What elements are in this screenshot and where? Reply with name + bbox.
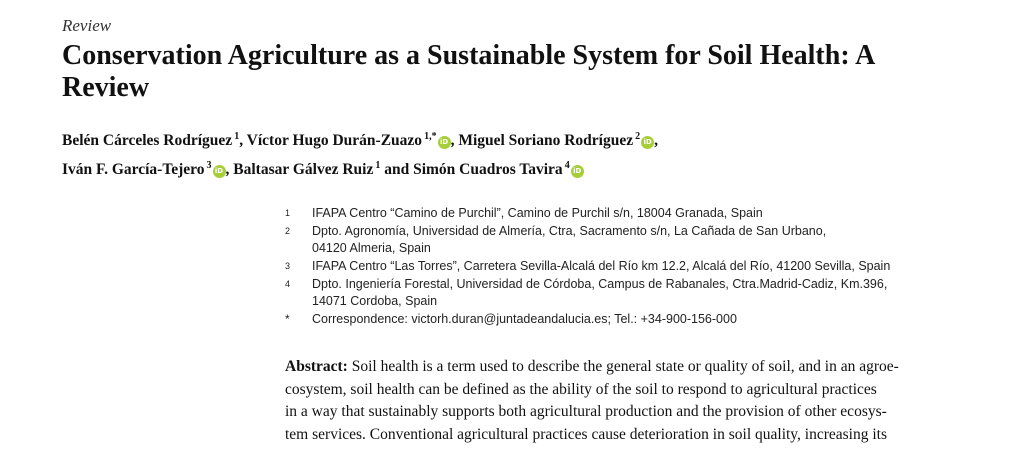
orcid-icon[interactable]: iD — [213, 165, 226, 178]
affiliation-text — [312, 276, 975, 310]
author-list — [62, 124, 962, 182]
author-separator: , — [225, 161, 234, 178]
affiliation-line: IFAPA Centro “Las Torres”, Carretera Sevilla-Alcalá del Río km 12.2, Alcalá del Río, 41200 Sevilla, Spain — [312, 259, 891, 273]
author-name: Baltasar Gálvez Ruiz — [233, 161, 374, 178]
author-affil-ref: 2 — [635, 131, 641, 142]
author-separator: , — [450, 132, 459, 149]
author-name: Miguel Soriano Rodríguez — [458, 132, 634, 149]
abstract-line: cosystem, soil health can be defined as the ability of the soil to respond to agricultural practices — [285, 380, 877, 398]
affiliation-item — [285, 223, 975, 257]
orcid-icon[interactable]: iD — [641, 136, 654, 149]
affiliation-item — [285, 258, 975, 275]
abstract-line: tem services. Conventional agricultural practices cause deterioration in soil quality, increasing its — [285, 425, 888, 443]
correspondence-marker: * — [285, 312, 290, 326]
author-affil-ref: 1 — [234, 131, 240, 142]
affiliation-line: Dpto. Agronomía, Universidad de Almería, Ctra, Sacramento s/n, La Cañada de San Urbano, — [312, 224, 827, 238]
orcid-icon[interactable]: iD — [438, 136, 451, 149]
affiliation-line: Correspondence: victorh.duran@juntadeandalucia.es; Tel.: +34-900-156-000 — [312, 312, 737, 326]
affiliation-number: 3 — [285, 261, 291, 271]
correspondence-text[interactable] — [312, 311, 975, 328]
affiliation-number: 4 — [285, 279, 291, 289]
abstract-line: Soil health is a term used to describe the general state or quality of soil, and in an agroe- — [351, 358, 899, 375]
affiliation-number: 1 — [285, 208, 291, 218]
affiliation-list — [285, 205, 975, 329]
author-affil-ref: 1,* — [424, 131, 437, 142]
affiliation-item — [285, 276, 975, 310]
affiliation-line: 14071 Cordoba, Spain — [312, 294, 438, 308]
author-separator: , — [654, 132, 658, 149]
author-name: Belén Cárceles Rodríguez — [62, 132, 233, 149]
author-5 — [233, 161, 413, 178]
affiliation-text — [312, 258, 975, 275]
author-separator: and — [380, 161, 414, 178]
author-name: Víctor Hugo Durán-Zuazo — [246, 132, 423, 149]
orcid-icon[interactable]: iD — [571, 165, 584, 178]
affiliation-text — [312, 205, 975, 222]
abstract — [285, 356, 975, 446]
author-affil-ref: 3 — [206, 160, 212, 171]
affiliation-text — [312, 223, 975, 257]
affiliation-number: 2 — [285, 226, 291, 236]
correspondence-item — [285, 311, 975, 328]
author-affil-ref: 1 — [375, 160, 381, 171]
author-3 — [458, 132, 658, 149]
author-name: Simón Cuadros Tavira — [413, 161, 563, 178]
author-separator: , — [239, 132, 247, 149]
affiliation-item — [285, 205, 975, 222]
author-affil-ref: 4 — [564, 160, 570, 171]
author-name: Iván F. García-Tejero — [62, 161, 205, 178]
author-1 — [62, 132, 247, 149]
affiliation-line: Dpto. Ingeniería Forestal, Universidad de Córdoba, Campus de Rabanales, Ctra.Madrid-Cadiz, Km.396, — [312, 277, 888, 291]
article-title: Conservation Agriculture as a Sustainable System for Soil Health: A Review — [62, 40, 874, 103]
author-2 — [247, 132, 459, 149]
abstract-label: Abstract: — [285, 358, 348, 375]
affiliation-line: 04120 Almeria, Spain — [312, 241, 431, 255]
author-6 — [413, 161, 584, 178]
article-type-label: Review — [62, 16, 112, 35]
affiliation-line: IFAPA Centro “Camino de Purchil”, Camino de Purchil s/n, 18004 Granada, Spain — [312, 206, 763, 220]
author-4 — [62, 161, 233, 178]
abstract-line: in a way that sustainably supports both agricultural production and the provision of other ecosys- — [285, 403, 887, 420]
